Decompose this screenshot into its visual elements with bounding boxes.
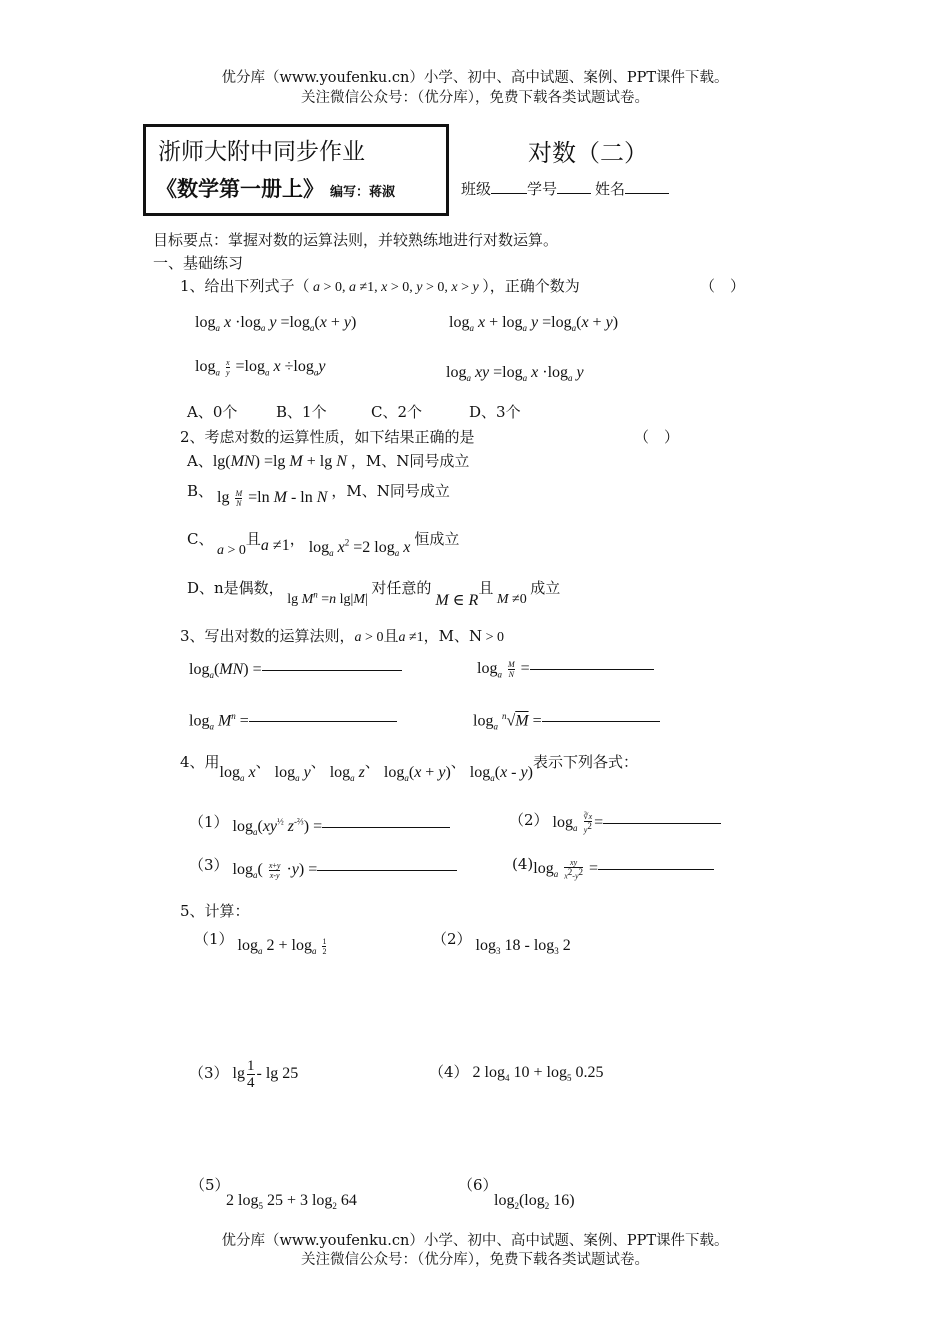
q4-item-3: （3） $\log_a$( $\frac{x+y}{x-y}$ ·y) = [189, 854, 457, 876]
q1-formula-4: $\log_a$ xy $=\log_a$ $x \cdot\log_a$ y [446, 364, 584, 384]
author: 编写：蒋淑 [330, 185, 396, 200]
q1-bracket[interactable]: （ ） [700, 277, 746, 295]
q1-formula-2: $\log_a x + \log_a y =\log_a(x + y)$ [449, 314, 619, 334]
q2-option-a[interactable]: A、lg(MN) =lg M + lg N ，M、N同号成立 [187, 452, 470, 470]
q2-option-b[interactable]: B、 lg $\frac{M}{N}$ =ln M - ln N ，M、N同号成立 [187, 482, 450, 508]
q5-stem: 5、计算： [180, 902, 250, 920]
q2-option-d[interactable]: D、n是偶数， $\lg M^n =n$ lg|M| 对任意的 M ∈ R且 M ≠0 成立 [187, 579, 561, 609]
q5-item-5: （5） 2 $\log_5 25 + 3$ $\log_2 64$ [190, 1176, 357, 1212]
number-label: 学号 [527, 180, 558, 198]
q5-item-4: （4） 2 $\log_4 10 + \log_5 0.25$ [429, 1063, 604, 1084]
q1-option-d[interactable]: D、3个 [469, 403, 521, 421]
book-name: 《数学第一册上》 编写：蒋淑 [156, 177, 396, 201]
q3-stem: 3、写出对数的运算法则，a > 0且a ≠1，M、N > 0 [180, 627, 505, 645]
student-info [461, 178, 669, 199]
footer-line-1: 优分库（www.youfenku.cn）小学、初中、高中试题、案例、PPT课件下载。 [221, 1233, 729, 1249]
q5-item-3: （3） lg $\frac{1}{4}$ - lg 25 [189, 1058, 299, 1091]
q4-item-1: （1） $\log_a(xy^{\frac{1}{2}}$ $z^{-\frac{2}{3}}$) = [189, 811, 450, 833]
q1-option-a[interactable]: A、0个 [187, 403, 238, 421]
name-blank[interactable] [625, 180, 669, 194]
number-blank[interactable] [557, 180, 591, 194]
q3-rule-3: $\log_a M^n$ = [189, 711, 397, 732]
footer-line-2: 关注微信公众号：（优分库），免费下载各类试题试卷。 [301, 1252, 649, 1268]
q5-item-1: （1） $\log_a 2 + \log_a$ $\frac{1}{2}$ [194, 930, 327, 957]
q5-item-6: （6） $\log_2(\log_2$ 16) [458, 1176, 575, 1212]
q3-rule-1: $\log_a(MN)$ = [189, 661, 402, 680]
objective: 目标要点：掌握对数的运算法则，并较熟练地进行对数运算。 [153, 231, 559, 249]
q1-stem: 1、给出下列式子（ a > 0, a ≠1, x > 0, y > 0, x > y ），正确个数为 [180, 277, 580, 295]
class-blank[interactable] [491, 180, 527, 194]
name-label: 姓名 [595, 180, 626, 198]
q1-formula-1: $\log_a x \cdot\log_a$ $y =\log_a(x + y)$ [195, 314, 357, 334]
school-name: 浙师大附中同步作业 [158, 139, 365, 165]
class-label: 班级 [461, 180, 492, 198]
q1-option-c[interactable]: C、2个 [371, 403, 423, 421]
q4-item-2: （2） $\log_a$ $\frac{∛x}{y^2}$ = [509, 809, 721, 833]
q1-option-b[interactable]: B、1个 [276, 403, 327, 421]
q3-rule-4: $\log_a ^n√M$ = [473, 711, 660, 732]
q4-item-4: $(4)\log_a$ $\frac{xy}{x^2-y^2}$ = [512, 854, 714, 877]
q2-stem: 2、考虑对数的运算性质，如下结果正确的是 [180, 428, 475, 446]
q2-option-c[interactable]: C、 a > 0且a ≠1， $\log_a x^2 =2$ $\log_a x$ 恒成立 [187, 530, 460, 559]
q2-bracket[interactable]: （ ） [634, 428, 680, 446]
q4-stem: 4、用$\log_a x$、 $\log_a y$、 $\log_a z$、 $\log_a(x + y)$、 $\log_a(x - y)$表示下列各式： [180, 753, 638, 784]
page-title: 对数（二） [528, 139, 648, 167]
header-line-1: 优分库（www.youfenku.cn）小学、初中、高中试题、案例、PPT课件下载。 [221, 70, 729, 86]
header-line-2: 关注微信公众号：（优分库），免费下载各类试题试卷。 [301, 90, 649, 106]
section-title: 一、基础练习 [153, 254, 244, 272]
q5-item-2: （2） $\log_3 18 - \log_3 2$ [432, 930, 571, 957]
q1-formula-3: $\log_a$ $\frac{x}{y}$ $=\log_a$ $x \div\log_ay$ [195, 358, 326, 378]
q3-rule-2: $\log_a$ $\frac{M}{N}$ = [477, 660, 654, 679]
title-box [143, 124, 449, 216]
